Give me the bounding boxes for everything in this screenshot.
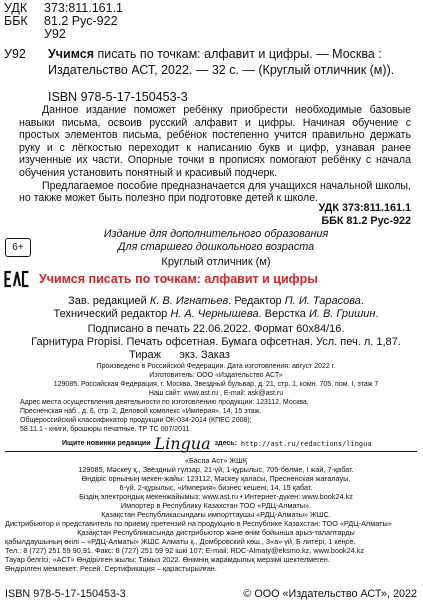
bibliographic-entry bbox=[48, 47, 410, 78]
lingua-url[interactable]: http://ast.ru/redactions/lingua bbox=[240, 439, 372, 448]
print-line-2: Гарнитура Propisi. Печать офсетная. Бумага офсетная. Усл. печ. л. 1,87. bbox=[31, 336, 401, 348]
credits-name-tech-editor: Н. А. Чернышева bbox=[170, 308, 259, 320]
production-line-4: Наш сайт: www.ast.ru , E-mail: ask@ast.ru bbox=[148, 390, 284, 397]
entry-author-mark: У92 bbox=[4, 47, 26, 61]
kz-line-8: Дистрибьютор и представитель по приему претензий на продукцию в Республике Казахстан: ТОО «РДЦ-Алматы» bbox=[5, 519, 392, 528]
lingua-logo: Lingua bbox=[154, 434, 211, 453]
production-line-3: 129085, Российская Федерация, г. Москва, Звездный бульвар, д. 21, стр. 1, комн. 705, пом. I, этаж 7 bbox=[53, 381, 379, 388]
credits-line-1 bbox=[68, 295, 364, 307]
classification-bbk: ББК 81.2 Рус-922 bbox=[321, 215, 411, 227]
udk-label: УДК bbox=[4, 1, 28, 15]
edition-type: Издание для дополнительного образования bbox=[103, 228, 329, 240]
entry-isbn: ISBN 978-5-17-150453-3 bbox=[48, 90, 188, 104]
credits-role-editor: . Редактор bbox=[228, 295, 285, 307]
book-title: Учимся писать по точкам: алфавит и цифры bbox=[39, 272, 318, 286]
kz-line-2: 129085, Мәскеу қ., Звёздный гүлзар, 21-үй, 1-құрылыс, 705-бөлме, I жай, 7-қабат. bbox=[78, 465, 354, 474]
kz-line-7: Қазақстан Республикасындағы импорттаушы «РДЦ-Алматы» ЖШС. bbox=[101, 510, 331, 519]
bbk-value: 81.2 Рус-922 bbox=[44, 14, 118, 28]
kz-line-6: Импортер в Республику Казахстан ТОО «РДЦ-Алматы». bbox=[120, 501, 312, 510]
credits-name-editor: П. И. Тарасова bbox=[284, 295, 361, 307]
credits-period: . bbox=[360, 295, 364, 307]
kz-line-5: Біздің электрондық мекенжайымыз: www.ast.ru • Интернет-дүкен: www.book24.kz bbox=[79, 492, 353, 501]
classification-udk: УДК 373:811.161.1 bbox=[318, 202, 411, 214]
production-line-6: Пресненская наб., д. 6, стр. 2, Деловой комплекс «Империя», 14, 15 этаж. bbox=[20, 408, 262, 415]
credits-name-layout: И. В. Гришин bbox=[308, 308, 376, 320]
kz-line-11: Тел.: 8 (727) 251 59 90,91. Факс: 8 (727) 251 59 92 ішкі 107; E-mail: RDC-Almaty@eksmo.kz, www.book24.kz bbox=[5, 546, 365, 555]
kz-line-1: «Баспа Аст» ЖШҚ bbox=[184, 456, 248, 465]
kz-line-12: Тауар белгісі: «АСТ» Өндірілген жылы: Тамыз 2022. Өнімнің жарамдылық мерзімі шектелмеген. bbox=[5, 555, 330, 564]
lingua-line bbox=[62, 434, 372, 453]
age-rating-badge: 6+ bbox=[5, 238, 31, 257]
abstract-paragraph-2: Предлагаемое пособие предназначается для учащихся начальной школы, но также может быть полезно при подготовке детей к школе. bbox=[19, 179, 411, 205]
credits-role-layout: . Верстка bbox=[258, 308, 309, 320]
bbk-label: ББК bbox=[4, 14, 28, 28]
udk-value: 373:811.161.1 bbox=[44, 1, 124, 15]
kz-line-4: 6-үй, 2-құрылыс, «Империя» бизнес кешені, 14, 15 қабат. bbox=[119, 483, 313, 492]
entry-description: писать по точкам: алфавит и цифры. — Москва : Издательство АСТ, 2022. — 32 с. — (Круглый отличник (м)). bbox=[48, 47, 395, 77]
production-line-5: Адрес места осуществления деятельности по изготовлению продукции: 123112, Москва, bbox=[20, 399, 309, 406]
kz-line-10: қабылдаушының өкілі – «РДЦ-Алматы» ЖШС Алматы қ., Домбровский көш., 3«а» үй, Б литері, 1 кеңсе. bbox=[5, 537, 356, 546]
abstract bbox=[19, 104, 411, 205]
footer-copyright: © ООО «Издательство АСТ», 2022 bbox=[243, 588, 417, 600]
production-line-7: Общероссийский классификатор продукции ОК-034-2014 (КПЕС 2008); bbox=[20, 417, 252, 424]
author-mark-header: У92 bbox=[44, 27, 66, 41]
footer-isbn: ISBN 978-5-17-150453-3 bbox=[5, 588, 126, 600]
production-line-1: Произведено в Российской Федерации. Дата изготовления: август 2022 г. bbox=[96, 363, 336, 370]
lingua-suffix: здесь: bbox=[214, 439, 237, 447]
divider bbox=[5, 451, 417, 452]
eac-icon bbox=[4, 270, 30, 288]
entry-title-bold: Учимся bbox=[48, 47, 95, 61]
edition-age-audience: Для старшего дошкольного возраста bbox=[117, 241, 315, 253]
production-line-8: 58.11.1 - книги, брошюры печатные. ТР ТС 007/2011 bbox=[20, 426, 190, 433]
print-line-3: Тираж экз. Заказ bbox=[129, 349, 230, 361]
credits-name-editor-in-chief: К. В. Игнатьев bbox=[149, 295, 229, 307]
credits-role-editor-in-chief: Зав. редакцией bbox=[68, 295, 150, 307]
credits-line-2 bbox=[53, 308, 378, 320]
kz-line-13: Өндірілген мемлекет: Ресей. Сертификация – қарастырылған. bbox=[5, 564, 217, 573]
production-line-2: Изготовитель: ООО «Издательство АСТ» bbox=[149, 372, 283, 379]
credits-period: . bbox=[375, 308, 379, 320]
series-name: Круглый отличник (м) bbox=[161, 256, 271, 268]
credits-role-tech-editor: Технический редактор bbox=[53, 308, 171, 320]
lingua-prefix: Ищите новинки редакции bbox=[62, 439, 151, 447]
abstract-paragraph-1: Данное издание поможет ребёнку приобрести необходимые базовые навыки письма, освоив русский алфавит и цифры. Начиная обучение с простых элементов письма, ребёнок постепенно учится правильно держать руку и с лёгкостью переходит к написанию букв и цифр, узнавая ранее изученные их части. Опорные точки в прописях помогают ребёнку с начала обучения установить понятный и красивый подчерк. bbox=[19, 104, 411, 179]
kz-line-3: Өндіріс орнының мекен-жайы: 123112, Мәскеу қаласы, Пресненская жағалауы, bbox=[81, 474, 351, 483]
print-line-1: Подписано в печать 22.06.2022. Формат 60x84/16. bbox=[87, 323, 345, 335]
kz-line-9: Қазақстан Республикасында дистрибьютор және өнім бойынша арыз-талаптарды bbox=[77, 528, 355, 537]
